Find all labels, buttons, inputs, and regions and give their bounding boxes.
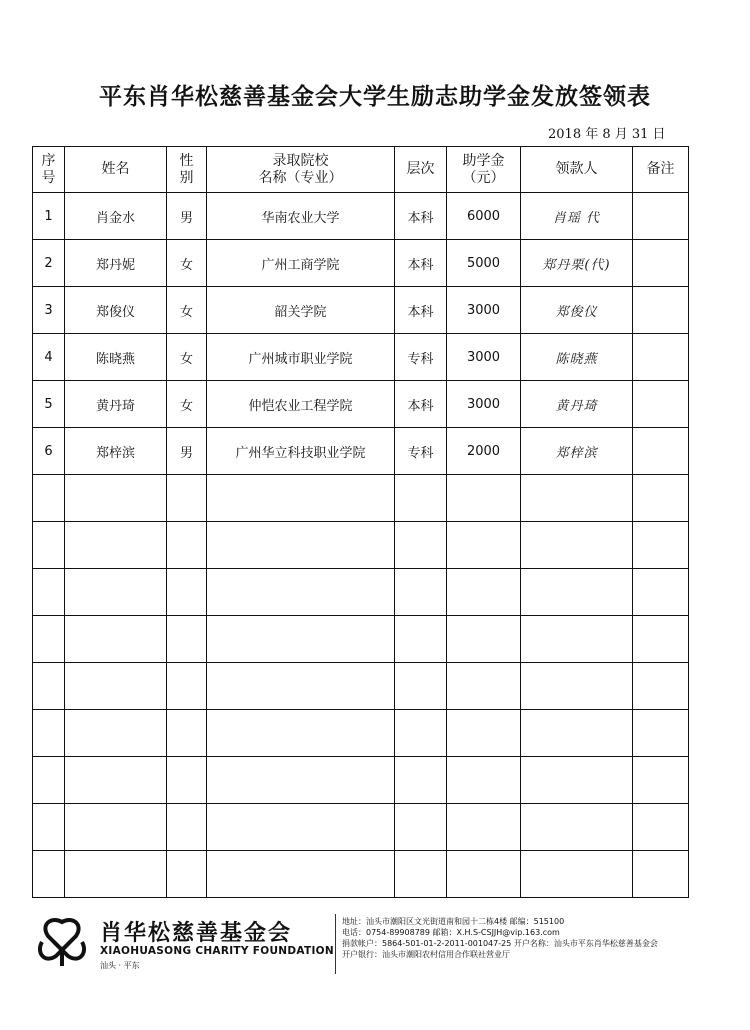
cell-note xyxy=(633,240,689,287)
table-row xyxy=(33,240,689,287)
cell-name xyxy=(65,851,167,898)
cell-name xyxy=(65,710,167,757)
cell-amount xyxy=(447,475,521,522)
cell-gender xyxy=(167,710,207,757)
empty-table-row xyxy=(33,569,689,616)
recipient-signature: 郑俊仪 xyxy=(521,287,633,334)
cell-amount: 3000 xyxy=(447,381,521,428)
table-row xyxy=(33,334,689,381)
cell-school xyxy=(207,757,395,804)
cell-school: 广州城市职业学院 xyxy=(207,334,395,381)
cell-seq xyxy=(33,710,65,757)
cell-seq xyxy=(33,522,65,569)
empty-table-row xyxy=(33,522,689,569)
cell-amount xyxy=(447,569,521,616)
cell-note xyxy=(633,757,689,804)
cell-school: 广州工商学院 xyxy=(207,240,395,287)
cell-amount: 5000 xyxy=(447,240,521,287)
cell-note xyxy=(633,616,689,663)
foundation-logo-icon xyxy=(34,914,90,970)
table-row xyxy=(33,193,689,240)
document-title: 平东肖华松慈善基金会大学生励志助学金发放签领表 xyxy=(99,84,651,110)
empty-table-row xyxy=(33,757,689,804)
empty-table-row xyxy=(33,663,689,710)
cell-name: 黄丹琦 xyxy=(65,381,167,428)
cell-seq xyxy=(33,804,65,851)
header-row xyxy=(33,147,689,193)
recipient-signature: 黄丹琦 xyxy=(521,381,633,428)
cell-gender: 男 xyxy=(167,428,207,475)
contact-account: 捐款帐户：5864-501-01-2-2011-001047-25 开户名称：汕头市平东肖华松慈善基金会 xyxy=(342,939,658,948)
table-row xyxy=(33,287,689,334)
cell-name: 肖金水 xyxy=(65,193,167,240)
cell-signature xyxy=(521,851,633,898)
cell-note xyxy=(633,569,689,616)
cell-level: 专科 xyxy=(395,334,447,381)
cell-school xyxy=(207,569,395,616)
cell-gender xyxy=(167,522,207,569)
cell-seq xyxy=(33,851,65,898)
empty-table-row xyxy=(33,710,689,757)
cell-seq xyxy=(33,616,65,663)
cell-note xyxy=(633,804,689,851)
cell-level: 本科 xyxy=(395,287,447,334)
cell-name: 郑梓滨 xyxy=(65,428,167,475)
cell-seq xyxy=(33,475,65,522)
cell-school: 广州华立科技职业学院 xyxy=(207,428,395,475)
cell-level xyxy=(395,804,447,851)
cell-school: 韶关学院 xyxy=(207,287,395,334)
cell-seq: 3 xyxy=(33,287,65,334)
cell-level xyxy=(395,757,447,804)
header-level: 层次 xyxy=(395,147,447,193)
table-row xyxy=(33,381,689,428)
table-row xyxy=(33,428,689,475)
cell-school xyxy=(207,522,395,569)
cell-school xyxy=(207,710,395,757)
cell-school: 仲恺农业工程学院 xyxy=(207,381,395,428)
cell-amount xyxy=(447,851,521,898)
cell-seq: 4 xyxy=(33,334,65,381)
cell-signature xyxy=(521,616,633,663)
cell-school: 华南农业大学 xyxy=(207,193,395,240)
cell-seq xyxy=(33,569,65,616)
header-gender: 性 别 xyxy=(167,147,207,193)
cell-level xyxy=(395,663,447,710)
cell-level: 本科 xyxy=(395,381,447,428)
recipient-signature: 陈晓燕 xyxy=(521,334,633,381)
cell-level xyxy=(395,851,447,898)
cell-level xyxy=(395,616,447,663)
recipient-signature: 郑梓滨 xyxy=(521,428,633,475)
cell-school xyxy=(207,804,395,851)
cell-note xyxy=(633,522,689,569)
cell-gender xyxy=(167,569,207,616)
cell-school xyxy=(207,663,395,710)
empty-table-row xyxy=(33,804,689,851)
empty-table-row xyxy=(33,475,689,522)
cell-note xyxy=(633,475,689,522)
cell-note xyxy=(633,381,689,428)
cell-amount: 2000 xyxy=(447,428,521,475)
cell-gender: 女 xyxy=(167,240,207,287)
foundation-footer xyxy=(0,908,750,978)
cell-gender xyxy=(167,663,207,710)
cell-signature xyxy=(521,663,633,710)
cell-level: 专科 xyxy=(395,428,447,475)
cell-gender: 女 xyxy=(167,287,207,334)
cell-gender: 女 xyxy=(167,334,207,381)
footer-divider xyxy=(335,914,336,974)
cell-level xyxy=(395,475,447,522)
cell-amount: 3000 xyxy=(447,334,521,381)
cell-seq: 6 xyxy=(33,428,65,475)
cell-note xyxy=(633,710,689,757)
cell-seq: 1 xyxy=(33,193,65,240)
foundation-location: 汕头 · 平东 xyxy=(100,961,140,970)
cell-name: 郑俊仪 xyxy=(65,287,167,334)
cell-signature xyxy=(521,804,633,851)
foundation-name: 肖华松慈善基金会 xyxy=(100,921,293,946)
cell-amount xyxy=(447,757,521,804)
header-name: 姓名 xyxy=(65,147,167,193)
header-seq: 序 号 xyxy=(33,147,65,193)
recipient-signature: 肖瑶 代 xyxy=(521,193,633,240)
cell-gender xyxy=(167,475,207,522)
recipient-signature: 郑丹栗(代) xyxy=(521,240,633,287)
cell-gender xyxy=(167,616,207,663)
foundation-name-en: XIAOHUASONG CHARITY FOUNDATION xyxy=(100,945,334,957)
cell-gender xyxy=(167,851,207,898)
cell-amount xyxy=(447,804,521,851)
cell-name: 郑丹妮 xyxy=(65,240,167,287)
cell-note xyxy=(633,663,689,710)
header-school: 录取院校 名称（专业） xyxy=(207,147,395,193)
cell-level xyxy=(395,569,447,616)
cell-amount xyxy=(447,522,521,569)
cell-seq: 5 xyxy=(33,381,65,428)
cell-school xyxy=(207,616,395,663)
cell-name xyxy=(65,616,167,663)
cell-name xyxy=(65,522,167,569)
cell-name xyxy=(65,663,167,710)
cell-signature xyxy=(521,757,633,804)
cell-note xyxy=(633,851,689,898)
contact-info xyxy=(342,916,658,960)
cell-level xyxy=(395,522,447,569)
cell-name xyxy=(65,569,167,616)
cell-signature xyxy=(521,475,633,522)
cell-amount xyxy=(447,663,521,710)
signature-table xyxy=(32,146,689,898)
cell-note xyxy=(633,287,689,334)
cell-name xyxy=(65,475,167,522)
cell-level xyxy=(395,710,447,757)
header-note: 备注 xyxy=(633,147,689,193)
contact-phone: 电话：0754-89908789 邮箱：X.H.S-CSJJH@vip.163.com xyxy=(342,928,560,937)
cell-seq: 2 xyxy=(33,240,65,287)
empty-table-row xyxy=(33,851,689,898)
cell-note xyxy=(633,428,689,475)
cell-signature xyxy=(521,710,633,757)
empty-table-row xyxy=(33,616,689,663)
cell-gender xyxy=(167,804,207,851)
cell-gender: 男 xyxy=(167,193,207,240)
cell-gender: 女 xyxy=(167,381,207,428)
cell-level: 本科 xyxy=(395,240,447,287)
cell-name xyxy=(65,804,167,851)
contact-bank: 开户银行：汕头市潮阳农村信用合作联社营业厅 xyxy=(342,950,510,959)
cell-gender xyxy=(167,757,207,804)
cell-note xyxy=(633,193,689,240)
cell-level: 本科 xyxy=(395,193,447,240)
header-recipient: 领款人 xyxy=(521,147,633,193)
cell-school xyxy=(207,851,395,898)
header-amount: 助学金 （元） xyxy=(447,147,521,193)
cell-seq xyxy=(33,757,65,804)
cell-school xyxy=(207,475,395,522)
cell-signature xyxy=(521,522,633,569)
cell-name: 陈晓燕 xyxy=(65,334,167,381)
cell-amount xyxy=(447,710,521,757)
contact-address: 地址：汕头市潮阳区文光街道南和园十二栋4楼 邮编：515100 xyxy=(342,917,565,926)
cell-amount: 3000 xyxy=(447,287,521,334)
cell-note xyxy=(633,334,689,381)
cell-amount xyxy=(447,616,521,663)
cell-signature xyxy=(521,569,633,616)
cell-amount: 6000 xyxy=(447,193,521,240)
issue-date: 2018 年 8 月 31 日 xyxy=(548,127,666,142)
cell-seq xyxy=(33,663,65,710)
cell-name xyxy=(65,757,167,804)
